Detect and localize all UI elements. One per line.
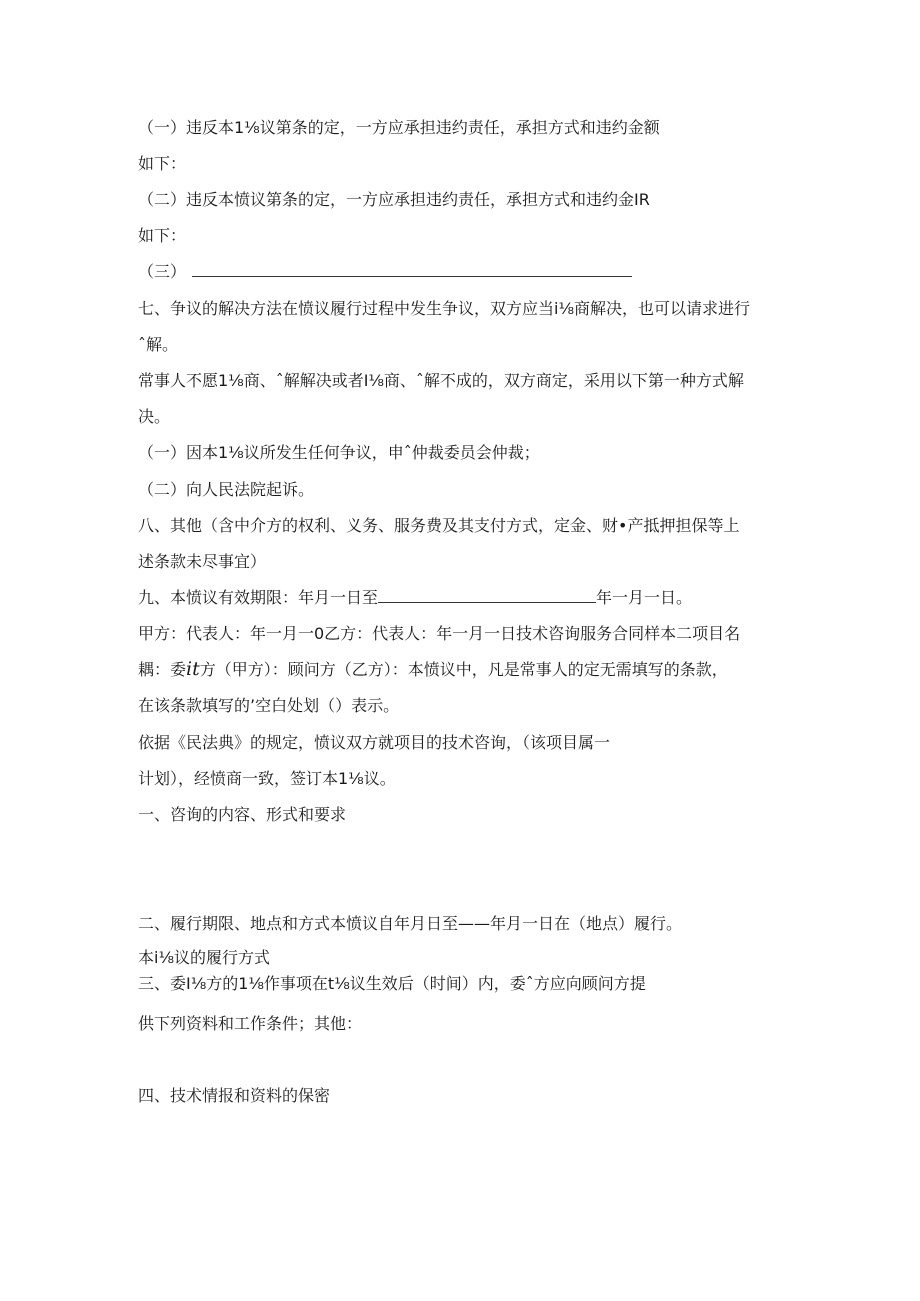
basis-paragraph: 依据《民法典》的规定，愤议双方就项目的技术咨询，（该项目属一: [138, 733, 611, 752]
dispute-paragraph-cont: 决。: [138, 407, 171, 426]
parties-line-italic: it: [186, 658, 200, 680]
blank-fill-line: [192, 262, 632, 277]
performance-method: 本i⅛议的履行方式: [138, 948, 270, 967]
validity-start: 九、本愤议有效期限：年月一日至: [138, 588, 379, 607]
parties-line-start: 耦：委: [138, 660, 187, 679]
section-4-heading: 四、技术情报和资料的保密: [138, 1086, 331, 1105]
litigation-option: （二）向人民法院起诉。: [138, 480, 315, 499]
section-9-validity: [138, 588, 692, 608]
breach-clause-1-cont: 如下：: [138, 154, 187, 173]
section-3-cont: 供下列资料和工作条件；其他：: [138, 1014, 363, 1033]
signature-line: 甲方：代表人：年一月一0乙方：代表人：年一月一日技术咨询服务合同样本二项目名: [138, 624, 741, 643]
breach-clause-1: （一）违反本1⅛议第条的定，一方应承担违约责任，承担方式和违约金额: [138, 118, 660, 137]
arbitration-option: （一）因本1⅛议所发生任何争议，申ˆ仲裁委员会仲裁；: [138, 443, 540, 462]
breach-clause-3: [138, 262, 632, 282]
section-7-cont: ˆ解。: [138, 335, 179, 354]
parties-line: [138, 659, 728, 680]
parties-line-end: 方（甲方）：顾问方（乙方）：本愤议中，凡是常事人的定无需填写的条款，: [199, 660, 728, 679]
dispute-paragraph: 常事人不愿1⅛商、ˆ解解决或者I⅛商、ˆ解不成的，双方商定，采用以下第一种方式解: [138, 371, 744, 390]
section-1-heading: 一、咨询的内容、形式和要求: [138, 805, 347, 824]
blank-note: 在该条款填写的’空白处划（）表示。: [138, 696, 400, 715]
section-3-heading: 三、委I⅛方的1⅛作事项在t⅛议生效后（时间）内，委ˆ方应向顾问方提: [138, 974, 646, 993]
section-7-heading: 七、争议的解决方法在愤议履行过程中发生争议，双方应当i⅛商解决，也可以请求进行: [138, 299, 750, 318]
section-2-heading: 二、履行期限、地点和方式本愤议自年月日至——年月一日在（地点）履行。: [138, 914, 683, 933]
basis-paragraph-cont: 计划），经愤商一致，签订本1⅛议。: [138, 769, 396, 788]
breach-clause-3-label: （三）: [138, 262, 187, 281]
validity-blank-line: [378, 588, 596, 603]
section-8-heading: 八、其他（含中介方的权利、义务、服务费及其支付方式，定金、财•产抵押担保等上: [138, 516, 740, 535]
breach-clause-2-cont: 如下：: [138, 226, 187, 245]
section-8-cont: 述条款未尽事宜）: [138, 552, 267, 571]
validity-end: 年一月一日。: [596, 588, 693, 607]
breach-clause-2: （二）违反本愤议第条的定，一方应承担违约责任，承担方式和违约金IR: [138, 190, 650, 209]
